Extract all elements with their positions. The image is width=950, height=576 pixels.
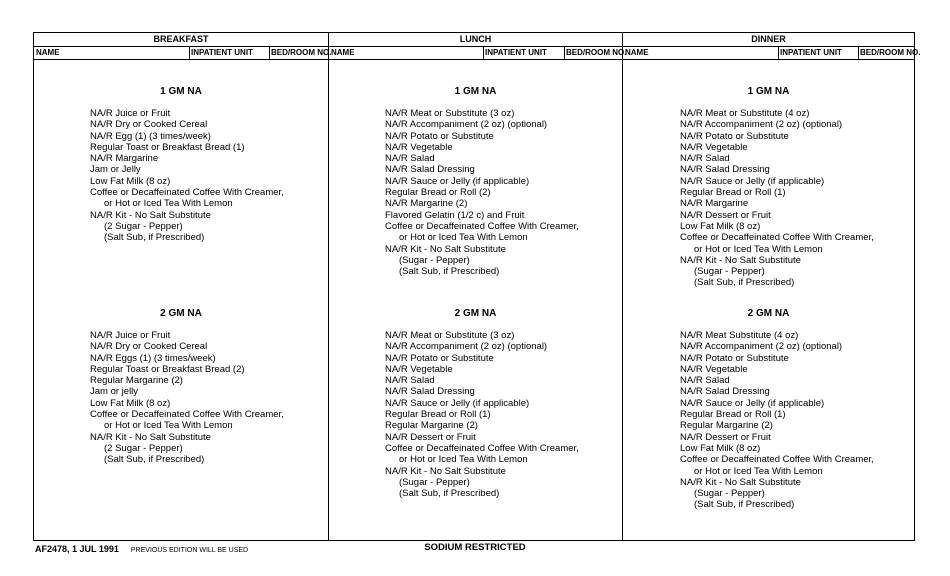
menu-item: Regular Toast or Breakfast Bread (2)	[90, 363, 245, 375]
menu-item: NA/R Vegetable	[680, 363, 748, 375]
section-title: 1 GM NA	[454, 86, 497, 97]
lunch-column	[328, 33, 627, 540]
menu-item: NA/R Kit - No Salt Substitute	[385, 465, 506, 477]
section-title: 2 GM NA	[747, 308, 790, 319]
menu-item: NA/R Potato or Substitute	[385, 352, 494, 364]
menu-item: NA/R Meat or Substitute (3 oz)	[385, 108, 515, 119]
menu-item: NA/R Sauce or Jelly (if applicable)	[385, 397, 530, 409]
menu-item: or Hot or Iced Tea With Lemon	[694, 465, 823, 477]
edition-note: PREVIOUS EDITION WILL BE USED	[130, 547, 249, 554]
menu-item: NA/R Dry or Cooked Cereal	[90, 341, 208, 353]
menu-item: NA/R Dessert or Fruit	[680, 209, 771, 221]
patient-info-row	[623, 47, 921, 60]
menu-item: NA/R Vegetable	[385, 363, 453, 375]
menu-item: (2 Sugar - Pepper)	[104, 442, 183, 454]
menu-item: Flavored Gelatin (1/2 c) and Fruit	[385, 209, 525, 221]
menu-item: NA/R Kit - No Salt Substitute	[680, 254, 801, 266]
menu-item: NA/R Accompaniment (2 oz) (optional)	[385, 341, 548, 353]
menu-item: Low Fat Milk (8 oz)	[90, 397, 171, 409]
menu-item: NA/R Kit - No Salt Substitute	[385, 243, 506, 255]
menu-item: NA/R Meat or Substitute (3 oz)	[385, 330, 515, 341]
meal-header: BREAKFAST	[34, 33, 328, 47]
menu-list	[680, 330, 874, 511]
section-title: 1 GM NA	[747, 86, 790, 97]
menu-item: Regular Bread or Roll (2)	[385, 187, 491, 199]
menu-item: Regular Margarine (2)	[90, 375, 183, 387]
menu-item: NA/R Juice or Fruit	[90, 330, 171, 341]
menu-item: Coffee or Decaffeinated Coffee With Creamer,	[680, 454, 874, 466]
menu-item: (Salt Sub, if Prescribed)	[104, 232, 205, 244]
menu-item: NA/R Sauce or Jelly (if applicable)	[385, 175, 530, 187]
menu-list	[90, 330, 284, 466]
menu-item: Regular Bread or Roll (1)	[680, 187, 786, 199]
menu-list	[680, 108, 874, 289]
menu-item: Coffee or Decaffeinated Coffee With Creamer,	[680, 232, 874, 244]
menu-item: (Salt Sub, if Prescribed)	[399, 488, 500, 500]
menu-item: NA/R Vegetable	[385, 141, 453, 153]
menu-item: (Salt Sub, if Prescribed)	[694, 277, 795, 289]
menu-item: Regular Bread or Roll (1)	[680, 409, 786, 421]
form-title: SODIUM RESTRICTED	[424, 542, 526, 553]
dinner-column	[622, 33, 921, 540]
menu-item: Coffee or Decaffeinated Coffee With Creamer,	[385, 220, 579, 232]
menu-item: or Hot or Iced Tea With Lemon	[104, 420, 233, 432]
menu-item: NA/R Meat or Substitute (4 oz)	[680, 108, 810, 119]
bed-room-label: BED/ROOM NO.	[860, 48, 921, 57]
diet-form	[33, 32, 921, 541]
menu-item: NA/R Potato or Substitute	[680, 130, 789, 142]
menu-item: (Salt Sub, if Prescribed)	[694, 499, 795, 511]
menu-item: (2 Sugar - Pepper)	[104, 220, 183, 232]
menu-item: NA/R Kit - No Salt Substitute	[90, 431, 211, 443]
menu-list	[90, 108, 284, 244]
bed-room-label: BED/ROOM NO.	[566, 48, 627, 57]
section-title: 2 GM NA	[160, 308, 202, 319]
patient-info-row	[329, 47, 627, 60]
menu-item: Regular Margarine (2)	[385, 420, 478, 432]
patient-info-row	[34, 47, 332, 60]
menu-item: NA/R Salad	[385, 375, 435, 387]
menu-list	[385, 108, 579, 277]
menu-item: NA/R Salad Dressing	[385, 164, 475, 176]
inpatient-unit-label: INPATIENT UNIT	[191, 48, 253, 57]
menu-item: Low Fat Milk (8 oz)	[680, 442, 761, 454]
inpatient-unit-label: INPATIENT UNIT	[485, 48, 547, 57]
menu-item: or Hot or Iced Tea With Lemon	[399, 454, 528, 466]
menu-item: (Salt Sub, if Prescribed)	[399, 266, 500, 278]
menu-item: NA/R Accompaniment (2 oz) (optional)	[385, 119, 548, 131]
meal-header: LUNCH	[329, 33, 622, 47]
meal-header: DINNER	[623, 33, 914, 47]
menu-item: NA/R Margarine	[680, 198, 749, 210]
inpatient-unit-label: INPATIENT UNIT	[780, 48, 842, 57]
name-label: NAME	[331, 48, 355, 57]
name-label: NAME	[625, 48, 649, 57]
menu-item: or Hot or Iced Tea With Lemon	[104, 198, 233, 210]
menu-item: NA/R Kit - No Salt Substitute	[90, 209, 211, 221]
menu-item: (Salt Sub, if Prescribed)	[104, 454, 205, 466]
menu-item: NA/R Accompaniment (2 oz) (optional)	[680, 341, 843, 353]
section-title: 2 GM NA	[454, 308, 497, 319]
menu-list	[385, 330, 579, 499]
menu-item: NA/R Dessert or Fruit	[385, 431, 476, 443]
menu-item: NA/R Juice or Fruit	[90, 108, 171, 119]
menu-item: NA/R Margarine (2)	[385, 198, 468, 210]
menu-item: or Hot or Iced Tea With Lemon	[694, 243, 823, 255]
menu-item: Coffee or Decaffeinated Coffee With Creamer,	[385, 442, 579, 454]
menu-item: Low Fat Milk (8 oz)	[90, 175, 171, 187]
section-title: 1 GM NA	[160, 86, 202, 97]
menu-item: NA/R Salad Dressing	[680, 386, 770, 398]
menu-item: (Sugar - Pepper)	[694, 266, 765, 278]
menu-item: NA/R Egg (1) (3 times/week)	[90, 130, 211, 142]
menu-item: NA/R Sauce or Jelly (if applicable)	[680, 397, 825, 409]
menu-item: Regular Bread or Roll (1)	[385, 409, 491, 421]
menu-item: NA/R Meat Substitute (4 oz)	[680, 330, 799, 341]
menu-item: Regular Toast or Breakfast Bread (1)	[90, 141, 245, 153]
menu-item: NA/R Salad	[680, 153, 730, 165]
menu-item: NA/R Accompaniment (2 oz) (optional)	[680, 119, 843, 131]
menu-item: NA/R Salad Dressing	[385, 386, 475, 398]
menu-item: NA/R Salad Dressing	[680, 164, 770, 176]
breakfast-column	[34, 33, 332, 540]
menu-item: NA/R Potato or Substitute	[385, 130, 494, 142]
menu-item: NA/R Kit - No Salt Substitute	[680, 476, 801, 488]
menu-item: (Sugar - Pepper)	[399, 254, 470, 266]
menu-item: NA/R Margarine	[90, 153, 159, 165]
menu-item: NA/R Dessert or Fruit	[680, 431, 771, 443]
menu-item: NA/R Potato or Substitute	[680, 352, 789, 364]
menu-item: NA/R Vegetable	[680, 141, 748, 153]
menu-item: or Hot or Iced Tea With Lemon	[399, 232, 528, 244]
menu-item: Low Fat Milk (8 oz)	[680, 220, 761, 232]
menu-item: NA/R Salad	[385, 153, 435, 165]
bed-room-label: BED/ROOM NO.	[271, 48, 332, 57]
menu-item: NA/R Sauce or Jelly (if applicable)	[680, 175, 825, 187]
menu-item: NA/R Dry or Cooked Cereal	[90, 119, 208, 131]
menu-item: Jam or jelly	[90, 386, 139, 398]
menu-item: NA/R Salad	[680, 375, 730, 387]
menu-item: (Sugar - Pepper)	[694, 488, 765, 500]
menu-item: NA/R Eggs (1) (3 times/week)	[90, 352, 216, 364]
name-label: NAME	[36, 48, 60, 57]
menu-item: (Sugar - Pepper)	[399, 476, 470, 488]
menu-item: Jam or Jelly	[90, 164, 141, 176]
form-id: AF2478, 1 JUL 1991	[35, 544, 119, 554]
menu-item: Coffee or Decaffeinated Coffee With Creamer,	[90, 187, 284, 199]
menu-item: Coffee or Decaffeinated Coffee With Creamer,	[90, 409, 284, 421]
menu-item: Regular Margarine (2)	[680, 420, 773, 432]
